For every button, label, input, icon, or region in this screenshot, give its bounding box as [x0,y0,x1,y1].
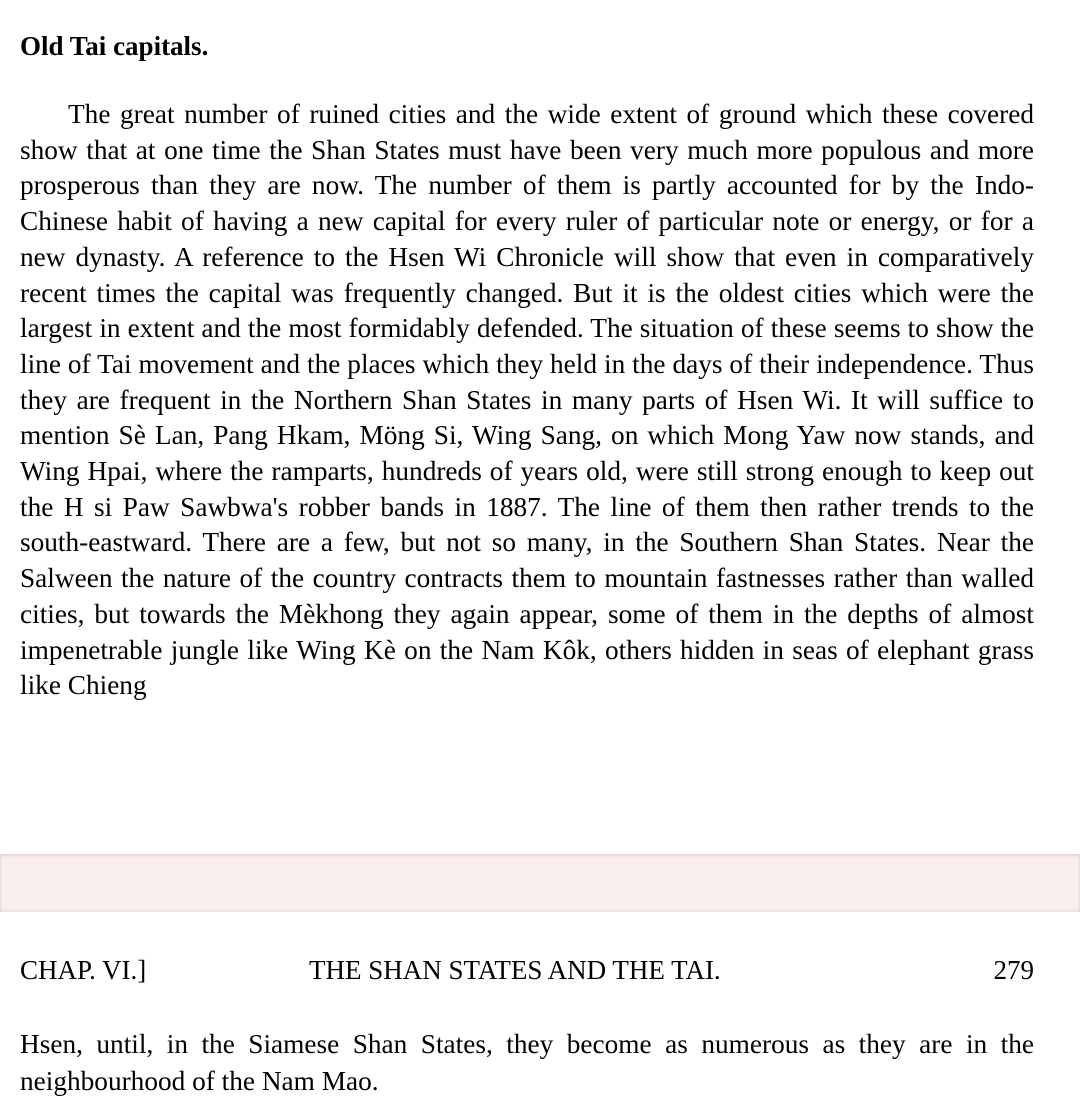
body-paragraph: The great number of ruined cities and the wide extent of ground which these covered show that at one time the Shan States must have been very much more populous and more prosperous than they are now. The number of them is partly accounted for by the Indo-Chinese habit of having a new capital for every ruler of particular note or energy, or for a new dynasty. A reference to the Hsen Wi Chronicle will show that even in comparatively recent times the capital was frequently changed. But it is the oldest cities which were the largest in extent and the most formidably defended. The situation of these seems to show the line of Tai movement and the places which they held in the days of their independence. Thus they are frequent in the Northern Shan States in many parts of Hsen Wi. It will suffice to mention Sè Lan, Pang Hkam, Möng Si, Wing Sang, on which Mong Yaw now stands, and Wing Hpai, where the ramparts, hundreds of years old, were still strong enough to keep out the H si Paw Sawbwa's robber bands in 1887. The line of them then rather trends to the south-eastward. There are a few, but not so many, in the Southern Shan States. Near the Salween the nature of the country contracts them to mountain fastnesses rather than walled cities, but towards the Mèkhong they again appear, some of them in the depths of almost impenetrable jungle like Wing Kè on the Nam Kôk, others hidden in seas of elephant grass like Chieng [20,99,1034,701]
chapter-label: CHAP. VI.] [20,955,147,985]
section-heading: Old Tai capitals. [20,31,209,61]
continuation-paragraph: Hsen, until, in the Siamese Shan States, they become as numerous as they are in the neighbourhood of the Nam Mao. [20,1029,1034,1096]
running-title: THE SHAN STATES AND THE TAI. [309,955,721,985]
running-head [20,952,1034,988]
page-number: 279 [993,955,1034,985]
page-separator [0,854,1080,912]
